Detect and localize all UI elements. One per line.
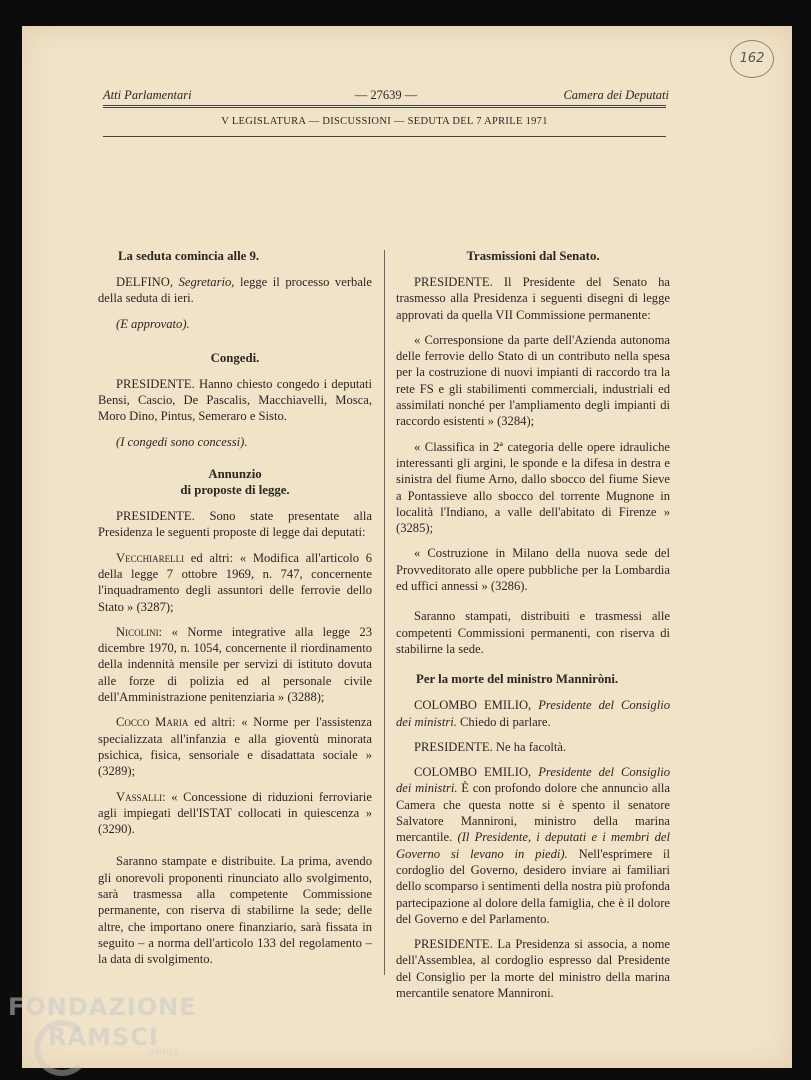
right-column	[396, 246, 670, 1010]
paragraph-facolta: PRESIDENTE. Ne ha facoltà.	[414, 739, 567, 754]
page-header	[103, 88, 669, 106]
subtitle-rule	[103, 136, 666, 137]
header-right: Camera dei Deputati	[563, 88, 669, 102]
paragraph-closing: Saranno stampate e distribuite. La prima, avendo gli onorevoli proponenti rinunciato allo svolgimento, sarà trasmessa alla competente Commissione permanente, con riserva di stabilirne la sede; delle altre, che importano onere finanziario, sarà fissata in seguito – a norma dell'articolo 133 del regolamento – la data di svolgimento.	[98, 854, 372, 967]
page-number-stamp: 162	[730, 40, 774, 78]
paragraph-colombo-request: COLOMBO EMILIO, Presidente del Consiglio dei ministri. Chiedo di parlare.	[396, 698, 670, 729]
paragraph-colombo-speech: COLOMBO EMILIO, Presidente del Consiglio dei ministri. È con profondo dolore che annuncio alla Camera che questa notte si è spento il senatore Salvatore Mannironi, ministro della marina mercantile. (Il Presidente, i deputati e i membri del Governo si levano in piedi). Nell'esprimere il cordoglio del Governo, desidero inviare ai familiari dello scomparso i sentimenti della nostra più profonda partecipazione al dolore della famiglia, che è il dolore del Governo e del Parlamento.	[396, 765, 670, 926]
watermark: FONDAZIONE RAMSCI onlus	[8, 993, 197, 1058]
proposal-item: Vecchiarelli ed altri: « Modifica all'articolo 6 della legge 7 ottobre 1969, n. 747, concernente l'inquadramento degli assuntori delle ferrovie dello Stato » (3287);	[98, 550, 372, 614]
column-divider	[384, 250, 385, 975]
proposal-item: Cocco Maria ed altri: « Norme per l'assistenza specializzata all'infanzia e alla gioventù minorata psichica, fisica, sensoriale e disadattata sociale » (3289);	[98, 715, 372, 779]
header-rule-double	[103, 107, 666, 108]
paragraph-congedi-note: (I congedi sono concessi).	[116, 434, 248, 449]
paragraph-approved: (E approvato).	[116, 316, 190, 331]
proposal-item: Nicolini: « Norme integrative alla legge 23 dicembre 1970, n. 1054, concernente il riordinamento della indennità mensile per servizi di istituto dovuta alle forze di polizia ed al personale civile dell'Amministrazione penitenziaria » (3288);	[98, 624, 373, 705]
bill-item: « Corresponsione da parte dell'Azienda autonoma delle ferrovie dello Stato di un contributo nella spesa per la costruzione di nuovi impianti di raccordo tra la rete FS e gli stabilimenti commerciali, industriali ed assimilati nonché per l'ampliamento degli impianti di raccordo esistenti » (3284);	[396, 332, 670, 429]
proposal-item: Vassalli: « Concessione di riduzioni ferroviarie agli impiegati dell'ISTAT collocati in quiescenza » (3290).	[98, 789, 372, 837]
congedi-heading: Congedi.	[210, 350, 260, 365]
paragraph-delfino: DELFINO, Segretario, legge il processo verbale della seduta di ieri.	[98, 275, 372, 306]
morte-heading: Per la morte del ministro Manniròni.	[416, 672, 619, 687]
paragraph-congedi: PRESIDENTE. Hanno chiesto congedo i deputati Bensi, Cascio, De Pascalis, Macchiavelli, Mosca, Moro Dino, Pintus, Semeraro e Sisto.	[98, 376, 372, 424]
header-left: Atti Parlamentari	[103, 88, 192, 102]
bill-item: « Classifica in 2ª categoria delle opere idrauliche interessanti gli argini, le sponde e la difesa in destra e sinistra del fiume Arno, dallo sbocco del fiume Sieve a Pontassieve allo sbocco del torrente Mugnone in località l'Indiano, a valle dell'abitato di Firenze » (3285);	[396, 439, 670, 536]
paragraph-trasm-closing: Saranno stampati, distribuiti e trasmessi alle competenti Commissioni permanenti, con riserva di stabilirne la sede.	[396, 609, 670, 656]
paragraph-presidente-final: PRESIDENTE. La Presidenza si associa, a nome dell'Assemblea, al cordoglio espresso dal Presidente del Consiglio per la morte del ministro della marina mercantile senatore Mannironi.	[396, 937, 670, 1000]
trasmissioni-heading: Trasmissioni dal Senato.	[466, 249, 600, 263]
left-column	[98, 246, 372, 977]
session-subtitle: V LEGISLATURA — DISCUSSIONI — SEDUTA DEL 7 APRILE 1971	[221, 116, 548, 127]
bill-item: « Costruzione in Milano della nuova sede del Provveditorato alle opere pubbliche per la Lombardia ed uffici annessi » (3286).	[396, 546, 670, 594]
paragraph-annunzio-intro: PRESIDENTE. Sono state presentate alla Presidenza le seguenti proposte di legge dai deputati:	[98, 509, 372, 540]
annunzio-heading: Annunzio di proposte di legge.	[180, 467, 290, 498]
paragraph-trasm-intro: PRESIDENTE. Il Presidente del Senato ha trasmesso alla Presidenza i seguenti disegni di legge approvati da quella VII Commissione permanente:	[396, 275, 670, 322]
opening-heading: La seduta comincia alle 9.	[118, 249, 260, 263]
header-rule-top	[103, 105, 666, 106]
header-page-number: — 27639 —	[354, 88, 418, 102]
